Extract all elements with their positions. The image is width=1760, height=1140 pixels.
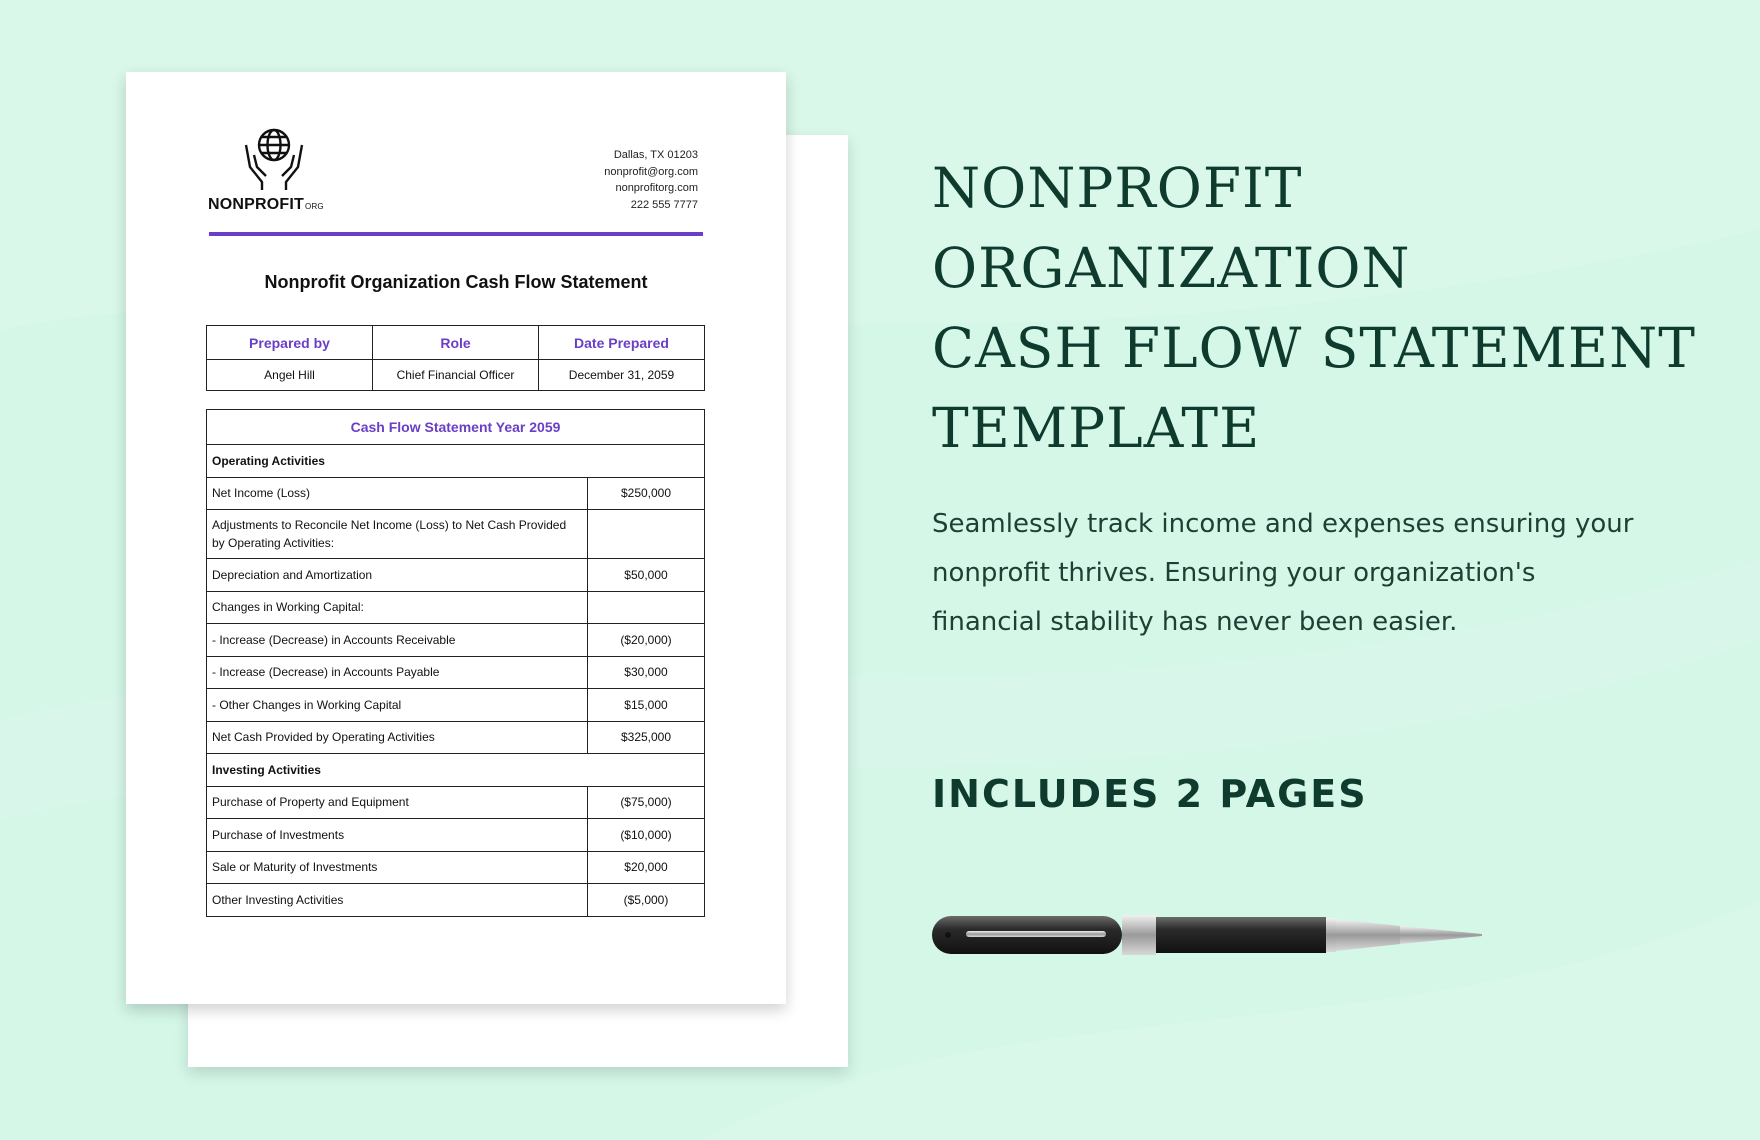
- meta-header: Role: [373, 326, 539, 360]
- contact-website: nonprofitorg.com: [615, 182, 698, 194]
- row-amount: [588, 510, 705, 559]
- row-label: Net Cash Provided by Operating Activities: [207, 721, 588, 754]
- row-amount: $30,000: [588, 656, 705, 689]
- row-amount: $15,000: [588, 689, 705, 722]
- row-label: - Increase (Decrease) in Accounts Payable: [207, 656, 588, 689]
- header-divider: [209, 232, 703, 236]
- row-amount: $50,000: [588, 559, 705, 592]
- contact-address: Dallas, TX 01203: [613, 149, 698, 161]
- section-heading: Investing Activities: [207, 754, 705, 787]
- row-amount: $325,000: [588, 721, 705, 754]
- row-amount: ($10,000): [588, 819, 705, 852]
- section-heading: Operating Activities: [207, 445, 705, 478]
- row-label: Depreciation and Amortization: [207, 559, 588, 592]
- meta-header: Prepared by: [207, 326, 373, 360]
- document-title: Nonprofit Organization Cash Flow Statement: [264, 272, 648, 292]
- cash-flow-title: Cash Flow Statement Year 2059: [207, 410, 705, 445]
- preparer-table: [206, 325, 705, 391]
- row-amount: ($5,000): [588, 884, 705, 917]
- row-label: Other Investing Activities: [207, 884, 588, 917]
- pages-count-note: INCLUDES 2 PAGES: [932, 772, 1368, 816]
- contact-phone: 222 555 7777: [630, 198, 698, 211]
- row-amount: ($20,000): [588, 624, 705, 657]
- row-amount: [588, 591, 705, 624]
- contact-block: [604, 147, 698, 213]
- headline-line: NONPROFIT: [932, 156, 1303, 220]
- headline-line: TEMPLATE: [932, 396, 1261, 460]
- meta-value: December 31, 2059: [539, 360, 705, 391]
- logo-wordmark: NONPROFITORG: [208, 196, 324, 213]
- row-amount: $250,000: [588, 477, 705, 510]
- row-label: - Other Changes in Working Capital: [207, 689, 588, 722]
- row-label: Sale or Maturity of Investments: [207, 851, 588, 884]
- row-label: Net Income (Loss): [207, 477, 588, 510]
- contact-email: nonprofit@org.com: [604, 165, 698, 178]
- row-label: - Increase (Decrease) in Accounts Receivable: [207, 624, 588, 657]
- row-label: Purchase of Investments: [207, 819, 588, 852]
- promo-headline: [932, 148, 1696, 468]
- row-amount: $20,000: [588, 851, 705, 884]
- meta-value: Chief Financial Officer: [373, 360, 539, 391]
- headline-line: ORGANIZATION: [932, 236, 1411, 300]
- row-label: Adjustments to Reconcile Net Income (Loss) to Net Cash Provided by Operating Activities:: [207, 510, 588, 559]
- meta-header: Date Prepared: [539, 326, 705, 360]
- row-amount: ($75,000): [588, 786, 705, 819]
- meta-value: Angel Hill: [207, 360, 373, 391]
- row-label: Purchase of Property and Equipment: [207, 786, 588, 819]
- document-page-1: [126, 72, 786, 1004]
- globe-in-hands-icon: [242, 127, 306, 191]
- row-label: Changes in Working Capital:: [207, 591, 588, 624]
- cash-flow-table: [206, 409, 705, 917]
- pen-icon: [930, 910, 1490, 960]
- headline-line: CASH FLOW STATEMENT: [932, 316, 1696, 380]
- promo-description: Seamlessly track income and expenses ensuring your nonprofit thrives. Ensuring your organization's financial stability has never been easier.: [932, 509, 1634, 637]
